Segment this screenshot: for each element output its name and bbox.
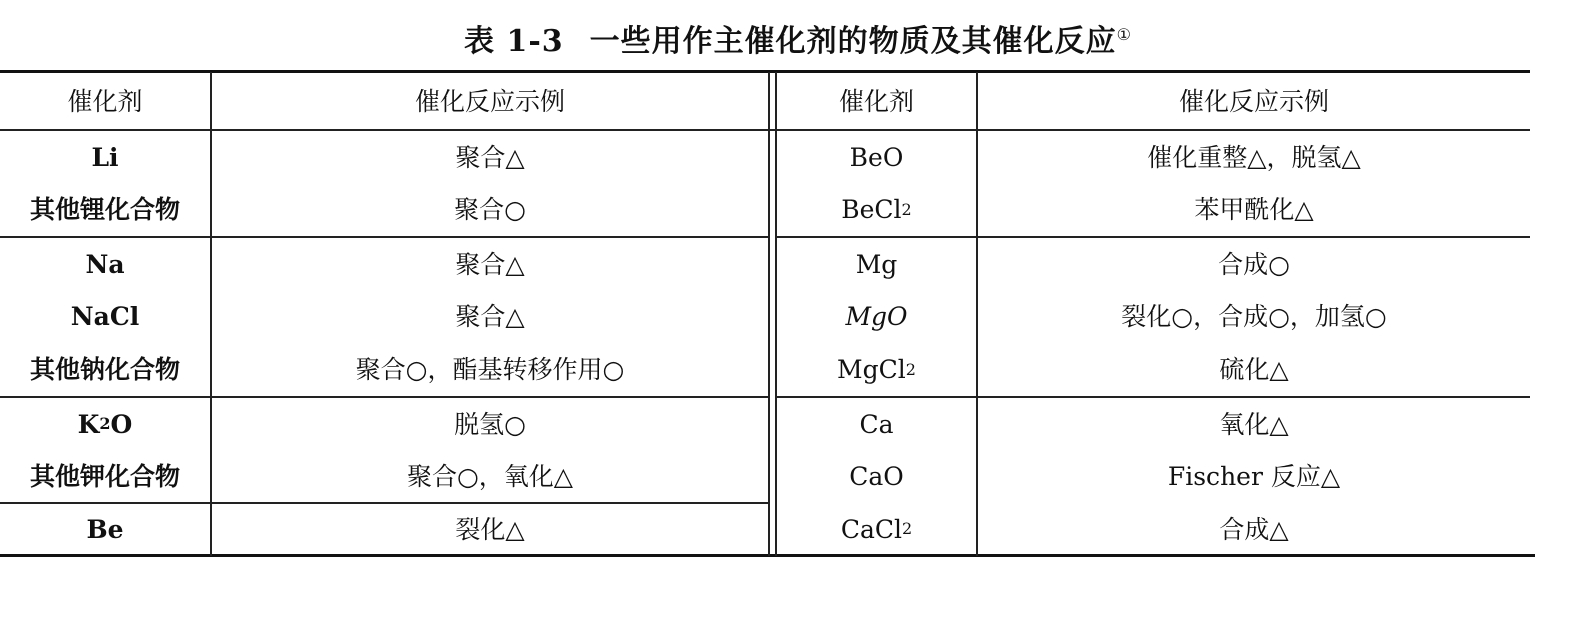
- right-catalyst-1: BeO: [849, 142, 904, 172]
- right-reaction-8: 合成△: [1219, 514, 1289, 544]
- header-catalyst-right: 催化剂: [838, 86, 914, 116]
- header-reaction-right: 催化反应示例: [1178, 86, 1329, 116]
- left-reaction-1: 聚合△: [455, 142, 525, 172]
- left-catalyst-4: NaCl: [70, 302, 140, 331]
- right-reaction-3: 合成○: [1218, 249, 1290, 279]
- right-reaction-5: 硫化△: [1219, 355, 1289, 384]
- right-catalyst-6: Ca: [859, 409, 894, 439]
- left-reaction-5: 聚合○，酯基转移作用○: [355, 355, 625, 384]
- right-reaction-4: 裂化○，合成○，加氢○: [1121, 302, 1387, 331]
- left-catalyst-8: Be: [86, 514, 124, 544]
- header-catalyst-left: 催化剂: [67, 86, 143, 116]
- left-reaction-7: 聚合○，氧化△: [406, 461, 574, 491]
- center-double-rule-a: [768, 72, 770, 556]
- catalyst-formula-main: CaCl: [840, 514, 902, 544]
- table-title: 一些用作主催化剂的物质及其催化反应: [589, 24, 1117, 59]
- right-reaction-1: 催化重整△，脱氢△: [1147, 142, 1361, 172]
- right-reaction-6: 氧化△: [1219, 409, 1289, 439]
- right-reaction-2: 苯甲酰化△: [1194, 195, 1314, 224]
- left-catalyst-1: Li: [91, 142, 119, 172]
- left-reaction-6: 脱氢○: [454, 409, 526, 439]
- right-reaction-7: Fischer 反应△: [1167, 461, 1341, 491]
- catalyst-formula-main: K: [77, 409, 100, 439]
- left-catalyst-3: Na: [85, 249, 125, 279]
- left-catalyst-2: 其他锂化合物: [29, 195, 180, 224]
- catalyst-formula-subscript: 2: [99, 414, 111, 433]
- catalyst-formula-tail: O: [110, 409, 133, 439]
- catalyst-formula-main: MgCl: [837, 355, 906, 384]
- right-catalyst-7: CaO: [849, 461, 904, 491]
- left-reaction-2: 聚合○: [454, 195, 526, 224]
- footnote-mark: ①: [1116, 25, 1132, 44]
- right-catalyst-5: [777, 343, 976, 396]
- right-catalyst-4: MgO: [845, 302, 908, 331]
- right-catalyst-2: [777, 183, 976, 236]
- catalyst-formula-subscript: 2: [901, 199, 912, 219]
- left-reaction-3: 聚合△: [455, 249, 525, 279]
- header-reaction-left: 催化反应示例: [414, 86, 565, 116]
- left-catalyst-5: 其他钠化合物: [29, 355, 180, 384]
- right-catalyst-3: Mg: [855, 249, 898, 279]
- table-number: 表 1-3: [464, 24, 564, 59]
- catalyst-formula-main: BeCl: [841, 195, 902, 224]
- catalyst-formula-subscript: 2: [901, 519, 913, 538]
- left-reaction-8: 裂化△: [455, 514, 525, 544]
- left-catalyst-6: [0, 398, 210, 450]
- left-reaction-4: 聚合△: [455, 302, 525, 331]
- left-catalyst-7: 其他钾化合物: [29, 461, 180, 491]
- table-caption: [0, 16, 1596, 60]
- right-catalyst-8: [777, 504, 976, 554]
- catalyst-formula-subscript: 2: [905, 359, 916, 379]
